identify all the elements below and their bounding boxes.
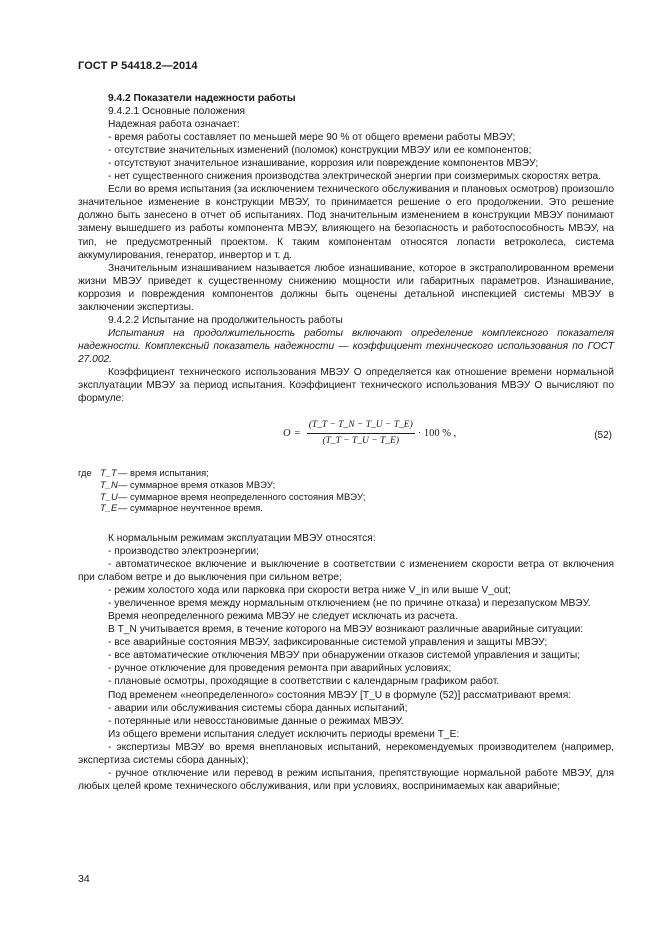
list-item: - все автоматические отключения МВЭУ при обнаружении отказов системой управления и защиты;	[108, 650, 581, 662]
list-item: - экспертизы МВЭУ во время внеплановых испытаний, нерекомендуемых производителем (например, экспертиза системы сбора данных);	[78, 741, 614, 766]
formula-equals: =	[293, 428, 301, 440]
definition-symbol: T_T	[100, 467, 117, 479]
page-number: 34	[78, 873, 90, 885]
definition-text: — время испытания;	[118, 467, 209, 479]
definitions-where: где	[78, 467, 92, 479]
paragraph: В T_N учитывается время, в течение которого на МВЭУ возникают различные аварийные ситуации:	[108, 624, 584, 636]
list-item: - автоматическое включение и выключение в соответствии с изменением скорости ветра от включения при слабом ветре и до выключения при сильном ветре;	[78, 559, 614, 584]
list-item: - производство электроэнергии;	[108, 545, 259, 557]
paragraph: Надежная работа означает:	[108, 119, 240, 131]
paragraph: Из общего времени испытания следует исключить периоды времени T_E:	[108, 728, 460, 740]
paragraph: Значительным изнашиванием называется любое изнашивание, которое в экстраполированном времени жизни МВЭУ приведет к существенному снижению мощности или габаритных параметров. Изнашивание, коррозия и повреждения компонентов должны быть оценены детальной инспекцией системы МВЭУ в заключении экспертизы.	[78, 262, 614, 313]
formula-multiplier: · 100 % ,	[417, 428, 457, 440]
equation-number: (52)	[594, 430, 612, 442]
definition-text: — суммарное неучтенное время.	[118, 502, 263, 514]
list-item: - ручное отключение или перевод в режим испытания, препятствующие нормальной работе МВЭУ, для любых целей кроме технического обслуживания, или при условиях, воспринимаемых как аварийные;	[78, 767, 614, 792]
section-title: 9.4.2 Показатели надежности работы	[108, 93, 296, 104]
list-item: - нет существенного снижения производства электрической энергии при соизмеримых скоростях ветра.	[108, 171, 602, 183]
list-item: - отсутствуют значительное изнашивание, коррозия или повреждение компонентов МВЭУ;	[108, 158, 539, 170]
list-item: - отсутствие значительных изменений (поломок) конструкции МВЭУ или ее компонентов;	[108, 145, 532, 157]
paragraph: Время неопределенного режима МВЭУ не следует исключать из расчета.	[108, 611, 458, 623]
list-item: - плановые осмотры, проходящие в соответствии с календарным графиком работ.	[108, 676, 500, 688]
formula-52	[78, 417, 614, 457]
formula-lhs: O	[283, 428, 291, 440]
list-item: - время работы составляет по меньшей мере 90 % от общего времени работы МВЭУ;	[108, 132, 516, 144]
definition-text: — суммарное время отказов МВЭУ;	[118, 478, 276, 490]
definition-row	[78, 479, 614, 491]
list-item: - потерянные или невосстановимые данные о режимах МВЭУ.	[108, 715, 404, 727]
list-item: - все аварийные состояния МВЭУ, зафиксированные системой управления и защиты МВЭУ;	[108, 637, 548, 649]
definition-row	[78, 502, 614, 514]
definition-symbol: T_N	[100, 478, 118, 490]
definition-text: — суммарное время неопределенного состояния МВЭУ;	[118, 490, 366, 502]
list-item: - аварии или обслуживания системы сбора данных испытаний;	[108, 702, 408, 714]
subsection-title: 9.4.2.2 Испытание на продолжительность работы	[108, 314, 343, 326]
paragraph-italic: Испытания на продолжительность работы включают определение комплексного показателя надежности. Комплексный показатель надежности — коэффициент технического использования по ГОСТ 27.002.	[78, 327, 614, 365]
definition-symbol: T_E	[100, 502, 118, 514]
list-item: - режим холостого хода или парковка при скорости ветра ниже V_in или выше V_out;	[108, 585, 511, 597]
paragraph: К нормальным режимам эксплуатации МВЭУ относятся:	[108, 532, 376, 544]
formula-fraction	[307, 419, 415, 448]
formula-denominator: (T_T − T_U − T_E)	[322, 436, 399, 447]
paragraph: Коэффициент технического использования МВЭУ О определяется как отношение времени нормальной эксплуатации МВЭУ за период испытания. Коэффициент технического использования МВЭУ О вычисляют по формуле:	[78, 366, 614, 405]
definition-row	[78, 467, 614, 479]
subsection-title: 9.4.2.1 Основные положения	[108, 106, 246, 118]
paragraph: Под временем «неопределенного» состояния МВЭУ [T_U в формуле (52)] рассматривают время:	[108, 689, 572, 701]
page-content	[78, 92, 614, 793]
definition-symbol: T_U	[100, 490, 118, 502]
list-item: - увеличенное время между нормальным отключением (не по причине отказа) и перезапуском МВЭУ.	[108, 598, 591, 610]
formula-numerator: (T_T − T_N − T_U − T_E)	[307, 419, 415, 434]
document-header: ГОСТ Р 54418.2—2014	[78, 60, 198, 72]
paragraph: Если во время испытания (за исключением технического обслуживания и плановых осмотров) произошло значительное изменение в конструкции МВЭУ, то принимается решение о его продолжении. Это решение должно быть занесено в отчет об испытаниях. Под значительным изменением в конструкции МВЭУ понимают замену вышедшего из работы компонента МВЭУ, влияющего на безопасность и работоспособность МВЭУ, на тип, не предусмотренный проектом. К таким компонентам относятся лопасти ветроколеса, система аккумулирования, генератор, инвертор и т. д.	[78, 184, 614, 261]
formula-expression	[283, 419, 456, 448]
definitions-list	[78, 467, 614, 514]
definition-row	[78, 491, 614, 503]
list-item: - ручное отключение для проведения ремонта при аварийных условиях;	[108, 663, 452, 675]
